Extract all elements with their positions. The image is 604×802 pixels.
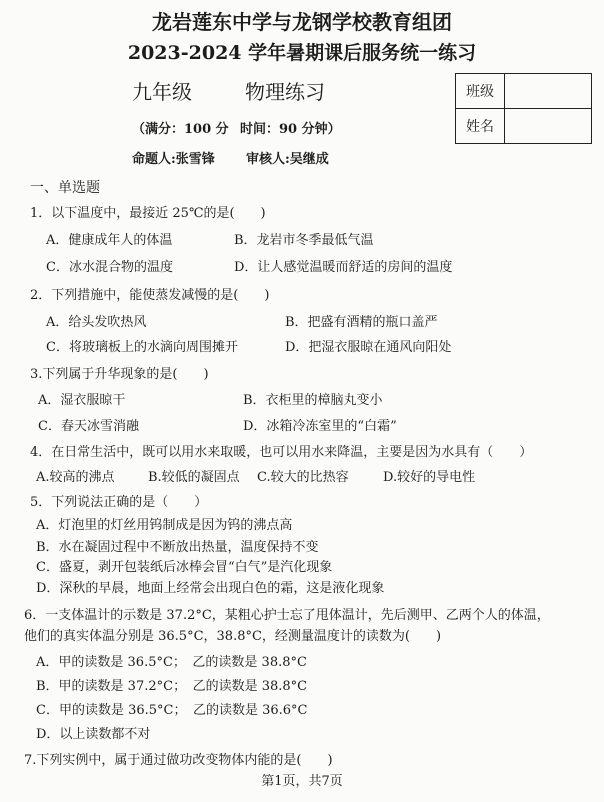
question-3-option-c: C．春天冰雪消融 <box>38 419 139 434</box>
question-2-option-c: C．将玻璃板上的水滴向周围摊开 <box>46 340 238 355</box>
question-3-stem: 3.下列属于升华现象的是( ) <box>30 367 209 382</box>
class-label: 班级 <box>456 74 505 109</box>
class-field[interactable] <box>505 74 592 109</box>
question-5-stem: 5．下列说法正确的是（ ） <box>30 495 208 510</box>
section-title: 一、单选题 <box>30 180 100 196</box>
question-6-option-b: B．甲的读数是 37.2°C； 乙的读数是 38.8°C <box>36 679 308 694</box>
author-info: 命题人:张雪锋 <box>132 152 215 167</box>
question-1-option-b: B．龙岩市冬季最低气温 <box>234 233 374 248</box>
question-3-option-a: A．湿衣服晾干 <box>38 393 126 408</box>
question-6-option-a: A．甲的读数是 36.5°C； 乙的读数是 38.8°C <box>36 655 307 670</box>
question-4-option-a: A.较高的沸点 <box>36 470 115 485</box>
question-2-option-a: A．给头发吹热风 <box>46 315 147 330</box>
question-2-stem: 2．下列措施中，能使蒸发减慢的是( ) <box>30 288 270 303</box>
reviewer-info: 审核人:吴继成 <box>246 152 329 167</box>
time-info: 时间：90 分钟） <box>240 122 341 137</box>
question-5-option-a: A．灯泡里的灯丝用钨制成是因为钨的沸点高 <box>36 518 293 533</box>
score-info: （满分：100 分 <box>132 122 229 137</box>
subject-label: 物理练习 <box>245 80 325 104</box>
student-info-table <box>455 73 592 144</box>
question-6-stem: 6．一支体温计的示数是 37.2°C，某粗心护士忘了甩体温计，先后测甲、乙两个人的体温， <box>24 608 550 623</box>
question-6-stem-line2: 他们的真实体温分别是 36.5°C，38.8°C，经测量温度计的读数为( ) <box>24 629 442 644</box>
grade-label: 九年级 <box>132 80 192 104</box>
school-title: 龙岩莲东中学与龙钢学校教育组团 <box>152 10 452 34</box>
question-5-option-d: D．深秋的早晨，地面上经常会出现白色的霜，这是液化现象 <box>36 581 385 596</box>
question-2-option-b: B．把盛有酒精的瓶口盖严 <box>285 315 438 330</box>
question-6-option-d: D．以上读数都不对 <box>36 727 151 742</box>
question-5-option-c: C．盛夏，剥开包装纸后冰棒会冒“白气”是汽化现象 <box>36 560 333 575</box>
question-4-option-d: D.较好的导电性 <box>383 470 476 485</box>
question-1-stem: 1．以下温度中，最接近 25℃的是( ) <box>30 206 266 221</box>
question-4-stem: 4．在日常生活中，既可以用水来取暖，也可以用水来降温，主要是因为水具有（ ） <box>30 445 533 460</box>
question-7-stem: 7.下列实例中，属于通过做功改变物体内能的是( ) <box>24 753 333 768</box>
question-3-option-b: B．衣柜里的樟脑丸变小 <box>243 393 383 408</box>
question-1-option-a: A．健康成年人的体温 <box>46 233 173 248</box>
question-3-option-d: D．冰箱冷冻室里的“白霜” <box>243 419 397 434</box>
question-5-option-b: B．水在凝固过程中不断放出热量，温度保持不变 <box>36 540 319 555</box>
question-1-option-c: C．冰水混合物的温度 <box>46 260 173 275</box>
name-label: 姓名 <box>456 109 505 144</box>
question-4-option-c: C.较大的比热容 <box>257 470 349 485</box>
question-6-option-c: C．甲的读数是 36.5°C； 乙的读数是 36.6°C <box>36 703 308 718</box>
page-footer: 第1页，共7页 <box>261 774 343 789</box>
name-field[interactable] <box>505 109 592 144</box>
question-4-option-b: B.较低的凝固点 <box>148 470 240 485</box>
question-2-option-d: D．把湿衣服晾在通风向阳处 <box>285 340 452 355</box>
question-1-option-d: D．让人感觉温暖而舒适的房间的温度 <box>234 260 453 275</box>
exam-title: 2023-2024 学年暑期课后服务统一练习 <box>127 42 477 64</box>
